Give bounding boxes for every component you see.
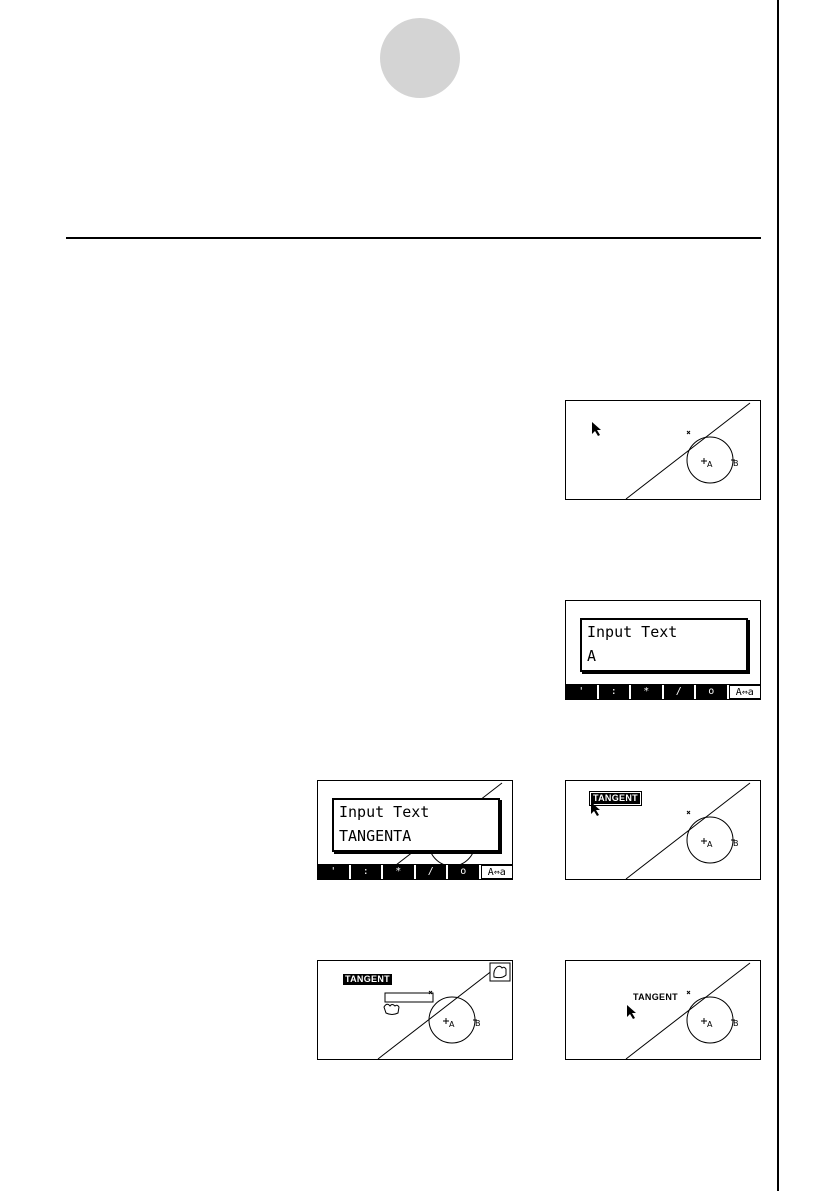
hand-cursor-icon xyxy=(384,1004,399,1014)
fkey-colon[interactable]: : xyxy=(351,865,384,879)
fkey-asterisk[interactable]: * xyxy=(631,685,664,699)
point-b-label: B xyxy=(733,1019,739,1028)
point-b-label: B xyxy=(733,839,739,848)
dialog-title: Input Text xyxy=(339,803,430,821)
fkey-asterisk[interactable]: * xyxy=(383,865,416,879)
fkey-slash[interactable]: / xyxy=(416,865,449,879)
point-a-label: A xyxy=(707,840,713,849)
screen-pointer-initial xyxy=(565,400,761,500)
text-object-label[interactable]: TANGENT xyxy=(633,992,678,1002)
tangent-line xyxy=(378,963,502,1059)
screen-text-dragging xyxy=(317,960,513,1060)
drag-outline-box xyxy=(385,993,433,1002)
chapter-tab-circle xyxy=(380,18,460,98)
point-a-label: A xyxy=(707,460,713,469)
text-input-field[interactable]: A xyxy=(587,647,597,665)
pointer-arrow-icon xyxy=(591,802,600,816)
pointer-arrow-icon xyxy=(592,422,601,436)
function-key-bar xyxy=(566,684,760,699)
function-key-bar xyxy=(318,864,512,879)
fkey-slash[interactable]: / xyxy=(664,685,697,699)
screen-input-text-filled xyxy=(317,780,513,880)
input-text-dialog xyxy=(580,618,748,672)
point-a-label: A xyxy=(449,1020,455,1029)
fkey-case-toggle[interactable]: A⇔a xyxy=(729,685,761,699)
input-text-dialog xyxy=(332,798,500,852)
screen-text-moved xyxy=(565,960,761,1060)
text-input-field[interactable]: TANGENTA xyxy=(339,827,412,845)
pointer-arrow-icon xyxy=(627,1005,636,1019)
point-b-label: B xyxy=(475,1019,481,1028)
fkey-apostrophe[interactable]: ' xyxy=(566,685,599,699)
fkey-case-toggle[interactable]: A⇔a xyxy=(481,865,513,879)
fkey-apostrophe[interactable]: ' xyxy=(318,865,351,879)
point-b-label: B xyxy=(733,459,739,468)
hand-mode-indicator-frame xyxy=(490,963,510,981)
fkey-degree[interactable]: o xyxy=(696,685,729,699)
section-rule xyxy=(66,237,761,239)
text-object-label[interactable]: TANGENT xyxy=(345,974,390,984)
geometry-drawing xyxy=(566,961,760,1059)
fkey-colon[interactable]: : xyxy=(599,685,632,699)
geometry-drawing xyxy=(566,401,760,499)
screen-text-placed xyxy=(565,780,761,880)
page-edge-bar xyxy=(777,0,779,1191)
screen-input-text-empty xyxy=(565,600,761,700)
fkey-degree[interactable]: o xyxy=(448,865,481,879)
dialog-title: Input Text xyxy=(587,623,678,641)
point-a-label: A xyxy=(707,1020,713,1029)
text-object-label[interactable]: TANGENT xyxy=(593,793,638,803)
